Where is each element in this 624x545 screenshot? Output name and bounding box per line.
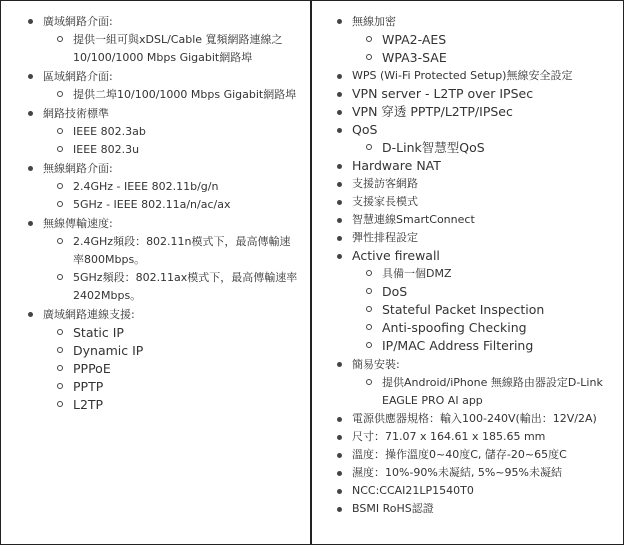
sub-list bbox=[352, 265, 623, 355]
list-item: PPPoE bbox=[73, 360, 310, 378]
standards-label: 網路技術標準 bbox=[43, 107, 109, 120]
list-item bbox=[352, 355, 623, 410]
list-item: NCC:CCAI21LP1540T0 bbox=[352, 482, 623, 500]
list-item: WPA3-SAE bbox=[382, 49, 623, 67]
sub-list bbox=[352, 374, 623, 410]
list-item: 提供Android/iPhone 無線路由器設定D-Link EAGLE PRO AI app bbox=[382, 374, 604, 410]
list-item: 尺寸：71.07 x 164.61 x 185.65 mm bbox=[352, 428, 623, 446]
list-item bbox=[43, 67, 310, 104]
list-item: VPN server - L2TP over IPSec bbox=[352, 85, 623, 103]
list-item: Hardware NAT bbox=[352, 157, 623, 175]
lan-label: 區域網路介面: bbox=[43, 70, 113, 83]
sub-list bbox=[43, 86, 310, 104]
wan-label: 廣域網路介面: bbox=[43, 15, 113, 28]
list-item: VPN 穿透 PPTP/L2TP/IPSec bbox=[352, 103, 623, 121]
list-item: IEEE 802.3ab bbox=[73, 123, 310, 141]
encryption-label: 無線加密 bbox=[352, 15, 396, 28]
list-item bbox=[43, 305, 310, 414]
list-item: BSMI RoHS認證 bbox=[352, 500, 623, 518]
list-item: 智慧連線SmartConnect bbox=[352, 211, 623, 229]
speed-label: 無線傳輸速度: bbox=[43, 217, 113, 230]
list-item: 5GHz - IEEE 802.11a/n/ac/ax bbox=[73, 196, 310, 214]
list-item: 彈性排程設定 bbox=[352, 229, 623, 247]
list-item: WPA2-AES bbox=[382, 31, 623, 49]
list-item: PPTP bbox=[73, 378, 310, 396]
wireless-label: 無線網路介面: bbox=[43, 162, 113, 175]
list-item bbox=[43, 12, 310, 67]
qos-label: QoS bbox=[352, 122, 378, 137]
right-spec-list bbox=[312, 1, 623, 518]
list-item: 溫度：操作溫度0~40度C, 儲存-20~65度C bbox=[352, 446, 623, 464]
wan-types-label: 廣域網路連線支援: bbox=[43, 308, 135, 321]
list-item: 電源供應器規格：輸入100-240V(輸出：12V/2A) bbox=[352, 410, 602, 428]
sub-list bbox=[352, 139, 623, 157]
list-item: L2TP bbox=[73, 396, 310, 414]
list-item: WPS (Wi-Fi Protected Setup)無線安全設定 bbox=[352, 67, 623, 85]
list-item: 2.4GHz - IEEE 802.11b/g/n bbox=[73, 178, 310, 196]
list-item: Static IP bbox=[73, 324, 310, 342]
list-item: D-Link智慧型QoS bbox=[382, 139, 623, 157]
list-item: IEEE 802.3u bbox=[73, 141, 310, 159]
list-item: 5GHz頻段：802.11ax模式下，最高傳輸速率2402Mbps。 bbox=[73, 269, 299, 305]
list-item bbox=[352, 12, 623, 67]
setup-label: 簡易安裝: bbox=[352, 358, 400, 371]
list-item bbox=[43, 104, 310, 159]
left-spec-list bbox=[1, 1, 310, 414]
list-item bbox=[43, 159, 310, 214]
sub-list bbox=[43, 324, 310, 414]
list-item: 提供二埠10/100/1000 Mbps Gigabit網路埠 bbox=[73, 86, 297, 104]
firewall-label: Active firewall bbox=[352, 248, 440, 263]
list-item: DoS bbox=[382, 283, 623, 301]
list-item: Dynamic IP bbox=[73, 342, 310, 360]
list-item: IP/MAC Address Filtering bbox=[382, 337, 623, 355]
list-item: 濕度：10%-90%未凝結, 5%~95%未凝結 bbox=[352, 464, 623, 482]
right-column bbox=[312, 1, 623, 544]
list-item bbox=[352, 247, 623, 355]
list-item: 支援家長模式 bbox=[352, 193, 623, 211]
list-item bbox=[352, 121, 623, 157]
list-item bbox=[43, 214, 310, 305]
sub-list bbox=[43, 233, 310, 305]
sub-list bbox=[43, 31, 310, 67]
list-item: 支援訪客網路 bbox=[352, 175, 623, 193]
sub-list bbox=[43, 123, 310, 159]
left-column bbox=[1, 1, 312, 544]
list-item: 具備一個DMZ bbox=[382, 265, 623, 283]
list-item: Anti-spoofing Checking bbox=[382, 319, 623, 337]
list-item: Stateful Packet Inspection bbox=[382, 301, 623, 319]
sub-list bbox=[43, 178, 310, 214]
list-item: 2.4GHz頻段：802.11n模式下，最高傳輸速率800Mbps。 bbox=[73, 233, 299, 269]
sub-list bbox=[352, 31, 623, 67]
list-item: 提供一組可與xDSL/Cable 寬頻網路連線之10/100/1000 Mbps Gigabit網路埠 bbox=[73, 31, 297, 67]
